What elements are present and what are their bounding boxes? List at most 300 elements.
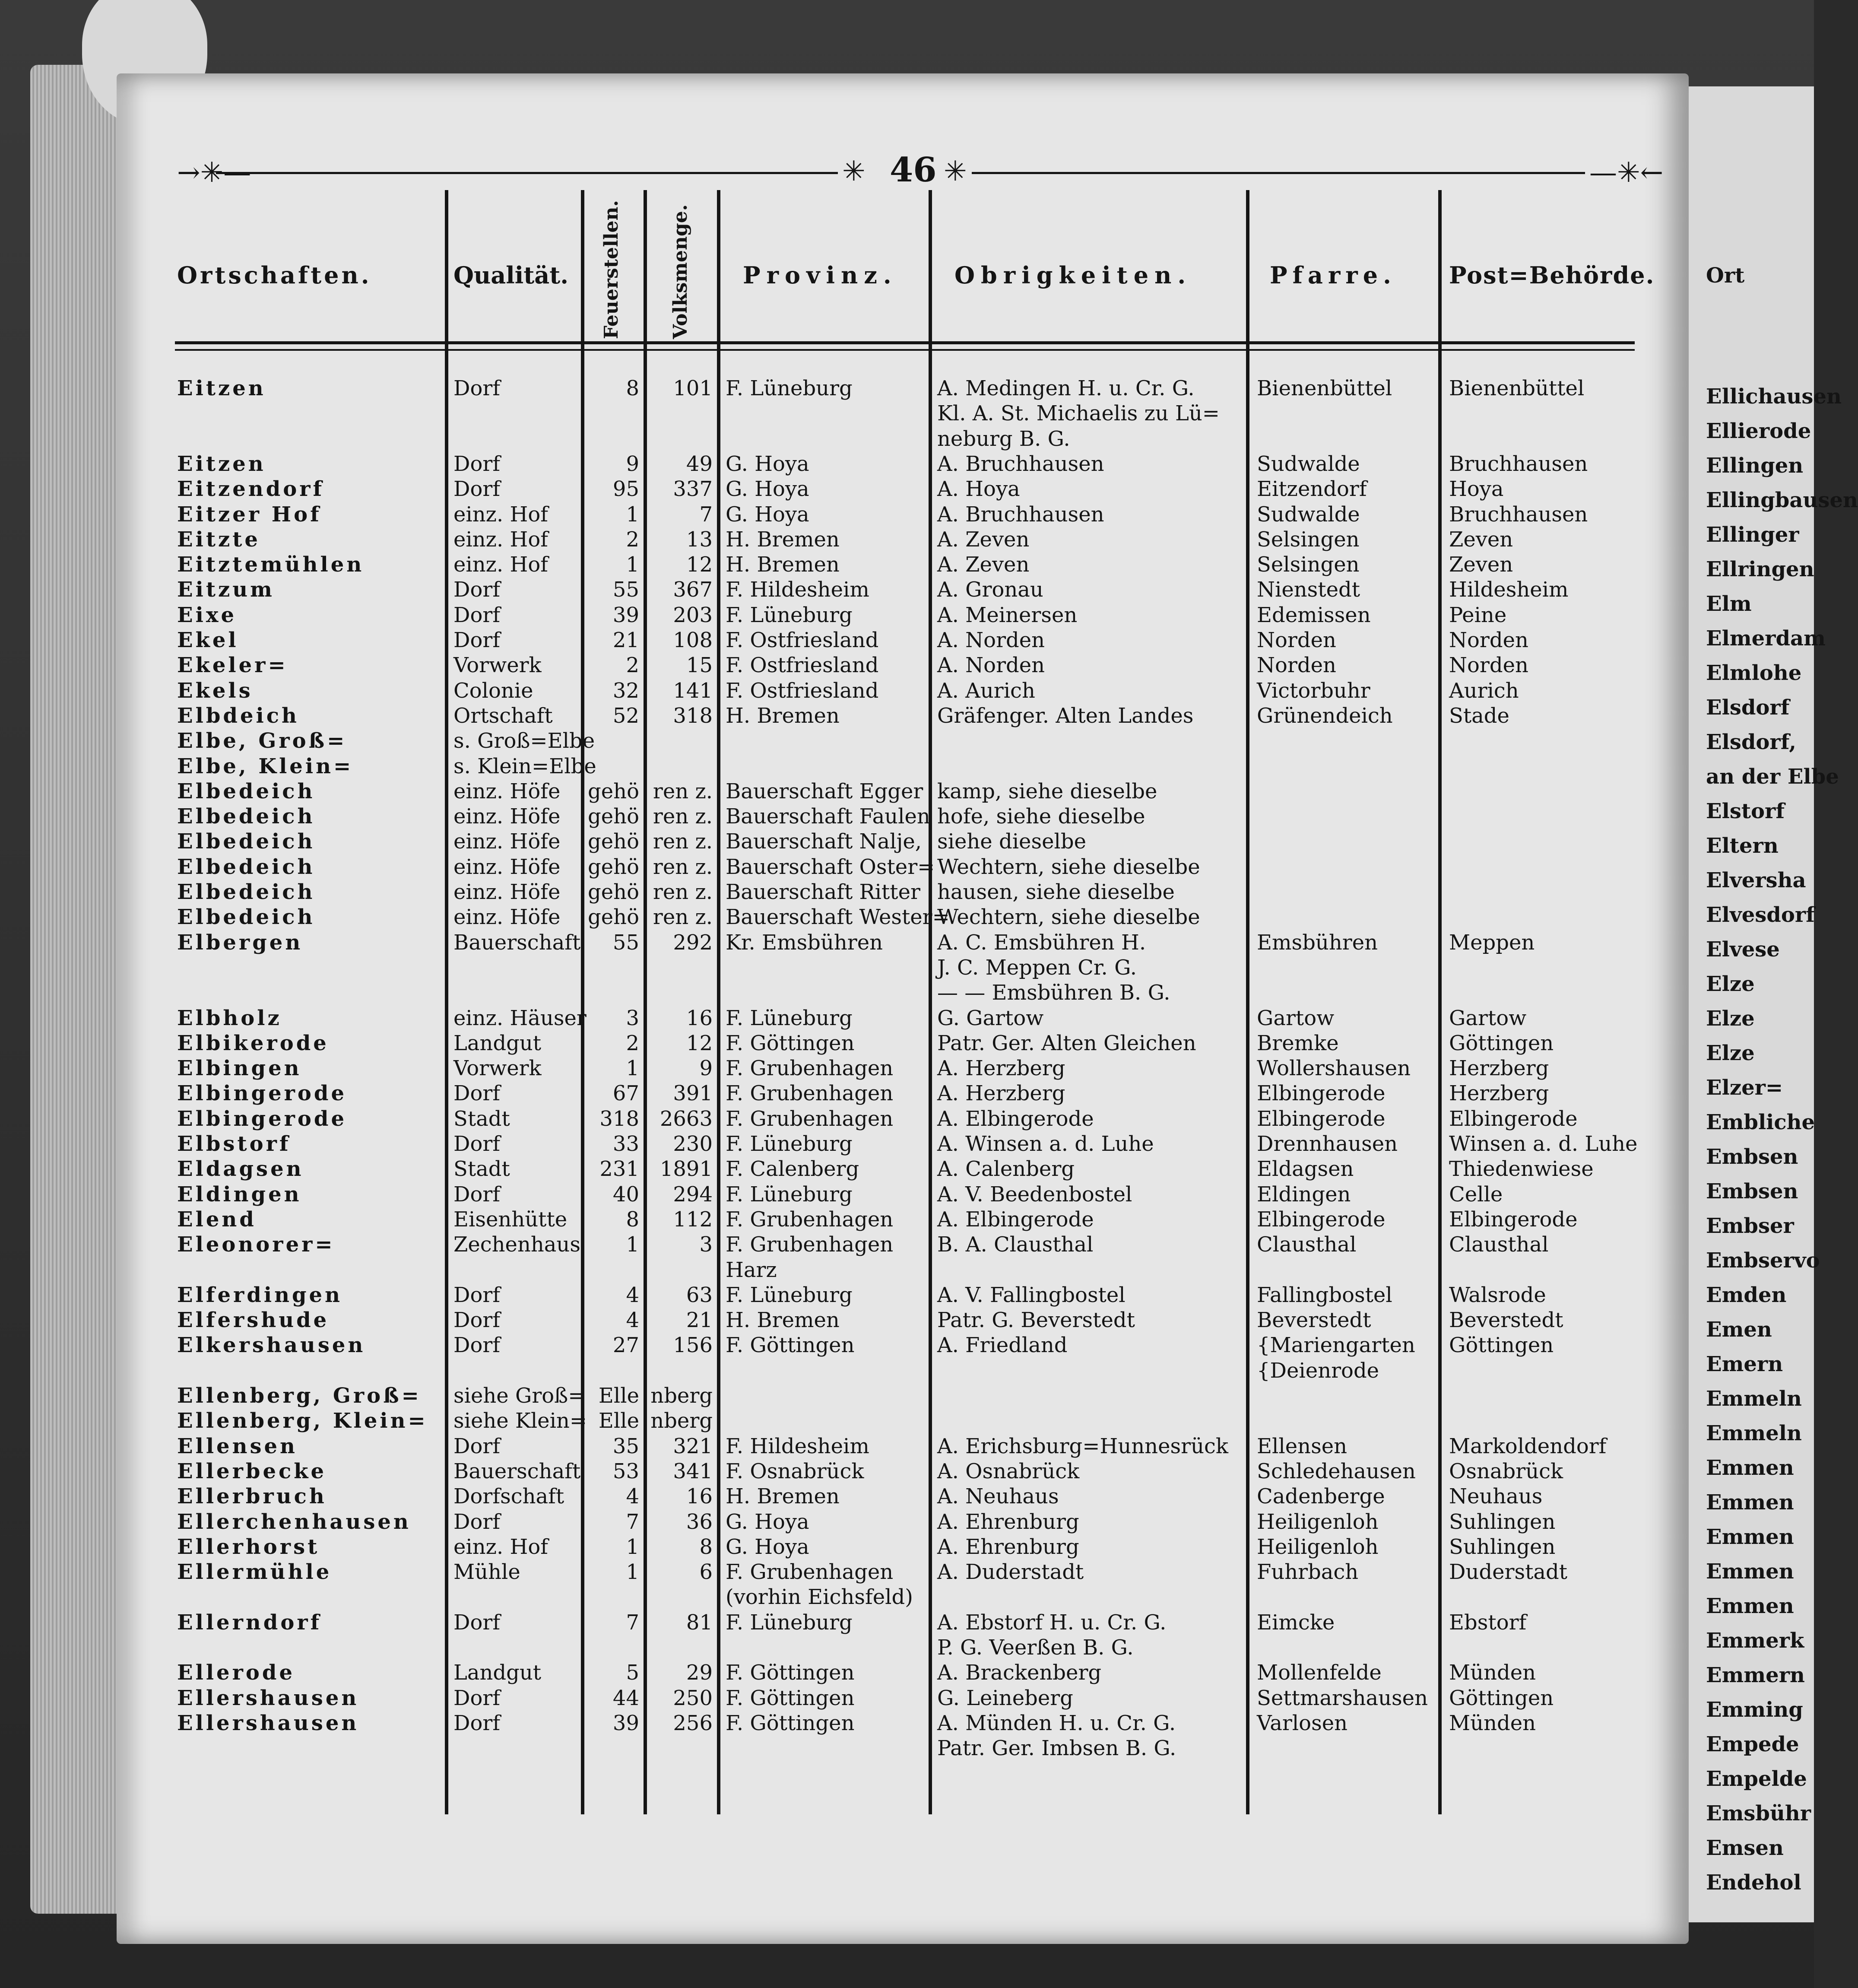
adjacent-page-entry: Empede	[1706, 1732, 1799, 1756]
adjacent-page-entry: Ellinger	[1706, 523, 1799, 547]
entry-pfarre: Edemissen	[1257, 603, 1371, 627]
entry-name: Ellerbecke	[177, 1459, 327, 1483]
header-rule-left	[216, 172, 838, 174]
entry-provinz: F. Göttingen	[726, 1031, 855, 1055]
header-provinz: Provinz.	[743, 261, 897, 289]
entry-name: Eitzte	[177, 527, 260, 552]
entry-provinz: F. Lüneburg	[726, 376, 853, 400]
entry-pfarre: Heiligenloh	[1257, 1509, 1379, 1534]
entry-post: Zeven	[1449, 527, 1513, 552]
table-row	[0, 1559, 1814, 1585]
entry-pfarre: Grünendeich	[1257, 703, 1393, 728]
entry-qualitaet: Dorf	[453, 1283, 501, 1307]
entry-provinz: F. Grubenhagen	[726, 1232, 894, 1257]
entry-provinz: G. Hoya	[726, 451, 809, 476]
adjacent-page-entry: Elze	[1706, 1041, 1755, 1065]
entry-feuerstellen: gehö	[588, 804, 639, 829]
entry-name: Elbedeich	[177, 779, 315, 803]
adjacent-page-entry: Elze	[1706, 972, 1755, 996]
table-row	[0, 527, 1814, 553]
adjacent-page-entry: Emmen	[1706, 1456, 1794, 1480]
adjacent-page-entry: Emmen	[1706, 1594, 1794, 1618]
entry-qualitaet: Dorf	[453, 603, 501, 627]
entry-obrigkeiten: A. Zeven	[937, 527, 1030, 552]
entry-obrigkeiten: A. Norden	[937, 628, 1045, 652]
adjacent-page-entry: Ellingen	[1706, 454, 1804, 478]
table-row	[0, 1056, 1814, 1082]
table-row	[0, 703, 1814, 729]
entry-pfarre: {Deienrode	[1257, 1358, 1379, 1383]
entry-feuerstellen: 67	[612, 1081, 639, 1106]
entry-post: Duderstadt	[1449, 1560, 1568, 1585]
entry-provinz: G. Hoya	[726, 477, 809, 502]
entry-obrigkeiten: Wechtern, siehe dieselbe	[937, 905, 1200, 930]
entry-qualitaet: einz. Höfe	[453, 779, 561, 803]
table-row	[0, 728, 1814, 754]
table-row	[0, 1434, 1814, 1460]
entry-pfarre: Cadenberge	[1257, 1484, 1385, 1509]
table-row	[0, 502, 1814, 528]
entry-name: Eitzum	[177, 578, 275, 602]
entry-volksmenge: ren z.	[653, 829, 713, 854]
entry-name: Eitzen	[177, 376, 266, 400]
entry-obrigkeiten: A. Herzberg	[937, 1081, 1065, 1106]
ornament-center-left: ✳	[842, 156, 866, 187]
entry-feuerstellen: 9	[626, 451, 639, 476]
entry-name: Elferdingen	[177, 1283, 342, 1307]
entry-provinz: H. Bremen	[726, 1308, 840, 1333]
header-double-rule-top	[175, 341, 1635, 344]
entry-feuerstellen: 21	[612, 628, 639, 652]
entry-name: Elbingen	[177, 1056, 302, 1081]
entry-pfarre: Elbingerode	[1257, 1081, 1386, 1106]
entry-qualitaet: Dorf	[453, 1333, 501, 1358]
entry-feuerstellen: Elle	[598, 1409, 639, 1433]
entry-obrigkeiten: G. Leineberg	[937, 1686, 1073, 1710]
entry-name: Ellerchenhausen	[177, 1509, 411, 1534]
table-row	[0, 577, 1814, 603]
table-row	[0, 1333, 1814, 1359]
table-row	[0, 401, 1814, 427]
adjacent-page-entry: Emming	[1706, 1698, 1803, 1722]
adjacent-page-entry: Ellingbausen	[1706, 488, 1858, 512]
entry-post: Walsrode	[1449, 1283, 1546, 1307]
entry-pfarre: Schledehausen	[1257, 1459, 1416, 1483]
entry-volksmenge: 230	[673, 1132, 713, 1156]
entry-feuerstellen: gehö	[588, 829, 639, 854]
entry-provinz: F. Lüneburg	[726, 1132, 853, 1156]
entry-feuerstellen: 2	[626, 653, 639, 678]
entry-name: Elbe, Groß=	[177, 729, 347, 753]
table-row	[0, 829, 1814, 855]
entry-pfarre: Emsbühren	[1257, 930, 1378, 955]
table-row	[0, 376, 1814, 402]
entry-provinz: Bauerschaft Wester=	[726, 905, 950, 930]
entry-provinz: F. Ostfriesland	[726, 628, 879, 652]
entry-name: Ekeler=	[177, 653, 288, 678]
adjacent-page-entry: Embservo	[1706, 1248, 1820, 1273]
entry-post: Stade	[1449, 703, 1509, 728]
entry-feuerstellen: 4	[626, 1283, 639, 1307]
entry-obrigkeiten: hofe, siehe dieselbe	[937, 804, 1145, 829]
adjacent-page-entry: an der Elbe	[1706, 765, 1839, 789]
entry-name: Ellerbruch	[177, 1484, 327, 1509]
adjacent-page-entry: Ellringen	[1706, 557, 1814, 581]
entry-post: Suhlingen	[1449, 1509, 1556, 1534]
entry-post: Hildesheim	[1449, 578, 1569, 602]
entry-post: Neuhaus	[1449, 1484, 1543, 1509]
entry-volksmenge: 2663	[659, 1106, 713, 1131]
entry-feuerstellen: 1	[626, 1534, 639, 1559]
entry-qualitaet: Dorf	[453, 1509, 501, 1534]
entry-pfarre: Elbingerode	[1257, 1106, 1386, 1131]
entry-provinz: Bauerschaft Egger	[726, 779, 923, 803]
entry-name: Elbe, Klein=	[177, 754, 354, 778]
entry-provinz: F. Grubenhagen	[726, 1081, 894, 1106]
table-row	[0, 1459, 1814, 1485]
entry-pfarre: Bremke	[1257, 1031, 1339, 1055]
table-row	[0, 1534, 1814, 1560]
entry-obrigkeiten: siehe dieselbe	[937, 829, 1086, 854]
entry-post: Norden	[1449, 628, 1528, 652]
adjacent-page-entry: Elzer=	[1706, 1076, 1783, 1100]
entry-provinz: F. Göttingen	[726, 1661, 855, 1685]
entry-provinz: F. Hildesheim	[726, 1434, 869, 1458]
entry-obrigkeiten: A. Neuhaus	[937, 1484, 1059, 1509]
adjacent-page-entry: Emmen	[1706, 1525, 1794, 1549]
adjacent-page-entry: Emmeln	[1706, 1421, 1802, 1445]
entry-provinz: F. Grubenhagen	[726, 1056, 894, 1081]
entry-pfarre: Selsingen	[1257, 527, 1360, 552]
entry-name: Ellenberg, Klein=	[177, 1409, 428, 1433]
entry-volksmenge: 294	[673, 1182, 713, 1207]
entry-obrigkeiten: Gräfenger. Alten Landes	[937, 703, 1194, 728]
header-qualitaet: Qualität.	[453, 261, 568, 289]
entry-qualitaet: Stadt	[453, 1157, 510, 1181]
entry-volksmenge: 36	[686, 1509, 713, 1534]
table-row	[0, 451, 1814, 477]
entry-qualitaet: Dorf	[453, 1686, 501, 1710]
entry-provinz: G. Hoya	[726, 1509, 809, 1534]
entry-feuerstellen: 52	[612, 703, 639, 728]
adjacent-page-entry: Elmlohe	[1706, 661, 1802, 685]
table-row	[0, 1686, 1814, 1712]
entry-qualitaet: einz. Hof	[453, 553, 548, 577]
entry-provinz: H. Bremen	[726, 1484, 840, 1509]
entry-feuerstellen: 55	[612, 930, 639, 955]
entry-post: Göttingen	[1449, 1686, 1554, 1710]
entry-feuerstellen: 39	[612, 1711, 639, 1735]
entry-provinz: F. Grubenhagen	[726, 1106, 894, 1131]
table-row	[0, 1408, 1814, 1434]
table-row	[0, 980, 1814, 1006]
adjacent-page-entry: Emmeln	[1706, 1387, 1802, 1411]
entry-feuerstellen: 55	[612, 578, 639, 602]
entry-qualitaet: Dorf	[453, 451, 501, 476]
entry-name: Elend	[177, 1207, 257, 1232]
entry-qualitaet: Vorwerk	[453, 653, 542, 678]
entry-post: Göttingen	[1449, 1031, 1554, 1055]
entry-volksmenge: 13	[686, 527, 713, 552]
entry-qualitaet: einz. Höfe	[453, 829, 561, 854]
entry-feuerstellen: 2	[626, 1031, 639, 1055]
entry-feuerstellen: gehö	[588, 854, 639, 879]
entry-name: Ekel	[177, 628, 239, 652]
entry-provinz: F. Ostfriesland	[726, 678, 879, 703]
table-row	[0, 1585, 1814, 1610]
entry-pfarre: Eldagsen	[1257, 1157, 1354, 1181]
entry-post: Markoldendorf	[1449, 1434, 1607, 1458]
entry-post: Thiedenwiese	[1449, 1157, 1594, 1181]
entry-qualitaet: Dorf	[453, 1434, 501, 1458]
entry-pfarre: Wollershausen	[1257, 1056, 1411, 1081]
entry-qualitaet: Mühle	[453, 1560, 520, 1585]
entry-post: Bienenbüttel	[1449, 376, 1585, 400]
entry-name: Elbergen	[177, 930, 303, 955]
entry-obrigkeiten: A. Münden H. u. Cr. G.	[937, 1711, 1176, 1735]
entry-feuerstellen: gehö	[588, 880, 639, 904]
entry-name: Ellerode	[177, 1661, 295, 1685]
entry-volksmenge: 292	[673, 930, 713, 955]
entry-qualitaet: Landgut	[453, 1661, 542, 1685]
adjacent-page-entry: Elm	[1706, 592, 1752, 616]
entry-obrigkeiten: A. Ebstorf H. u. Cr. G.	[937, 1610, 1167, 1635]
entry-qualitaet: einz. Höfe	[453, 880, 561, 904]
entry-volksmenge: 112	[673, 1207, 713, 1232]
entry-volksmenge: nberg	[650, 1384, 713, 1408]
entry-obrigkeiten: kamp, siehe dieselbe	[937, 779, 1157, 803]
entry-post: Herzberg	[1449, 1056, 1549, 1081]
entry-provinz: (vorhin Eichsfeld)	[726, 1585, 913, 1610]
entry-name: Elbholz	[177, 1006, 282, 1030]
entry-provinz: G. Hoya	[726, 502, 809, 527]
entry-qualitaet: Dorf	[453, 1308, 501, 1333]
entry-volksmenge: 6	[699, 1560, 713, 1585]
entry-name: Elbedeich	[177, 804, 315, 829]
entry-volksmenge: 49	[686, 451, 713, 476]
entry-post: Suhlingen	[1449, 1534, 1556, 1559]
adjacent-page-entry: Embsen	[1706, 1179, 1798, 1204]
entry-provinz: F. Lüneburg	[726, 1006, 853, 1030]
table-row	[0, 678, 1814, 704]
entry-volksmenge: ren z.	[653, 905, 713, 930]
entry-name: Elbikerode	[177, 1031, 329, 1055]
entry-name: Elbedeich	[177, 829, 315, 854]
entry-post: Elbingerode	[1449, 1106, 1578, 1131]
entry-post: Celle	[1449, 1182, 1503, 1207]
entry-post: Osnabrück	[1449, 1459, 1563, 1483]
entry-qualitaet: einz. Hof	[453, 502, 548, 527]
adjacent-page-entry: Emsen	[1706, 1836, 1784, 1860]
entry-provinz: F. Göttingen	[726, 1333, 855, 1358]
entry-qualitaet: einz. Höfe	[453, 905, 561, 930]
table-row	[0, 1635, 1814, 1661]
entry-feuerstellen: 5	[626, 1661, 639, 1685]
entry-provinz: F. Grubenhagen	[726, 1207, 894, 1232]
ornament-left: →✳—	[177, 157, 251, 189]
header-post: Post=Behörde.	[1449, 261, 1655, 289]
adjacent-page-entry: Empelde	[1706, 1767, 1807, 1791]
entry-volksmenge: nberg	[650, 1409, 713, 1433]
adjacent-page-entry: Emern	[1706, 1352, 1783, 1376]
entry-feuerstellen: 4	[626, 1308, 639, 1333]
entry-qualitaet: Bauerschaft	[453, 930, 581, 955]
header-volksmenge: Volksmenge.	[669, 204, 691, 339]
entry-volksmenge: 318	[673, 703, 713, 728]
entry-provinz: F. Ostfriesland	[726, 653, 879, 678]
entry-feuerstellen: gehö	[588, 779, 639, 803]
entry-qualitaet: einz. Häuser	[453, 1006, 587, 1030]
table-row	[0, 603, 1814, 629]
adjacent-page-entry: Endehol	[1706, 1870, 1801, 1895]
entry-name: Eitzer Hof	[177, 502, 322, 527]
entry-provinz: F. Lüneburg	[726, 603, 853, 627]
table-row	[0, 1207, 1814, 1233]
adjacent-page-entry: Emmerk	[1706, 1629, 1804, 1653]
entry-provinz: F. Grubenhagen	[726, 1560, 894, 1585]
entry-name: Elbingerode	[177, 1106, 347, 1131]
entry-post: Münden	[1449, 1661, 1536, 1685]
entry-volksmenge: 63	[686, 1283, 713, 1307]
entry-pfarre: Selsingen	[1257, 553, 1360, 577]
entry-provinz: Harz	[726, 1258, 777, 1282]
entry-qualitaet: Dorf	[453, 1182, 501, 1207]
table-row	[0, 1383, 1814, 1409]
entry-obrigkeiten: P. G. Veerßen B. G.	[937, 1635, 1134, 1660]
entry-obrigkeiten: A. Winsen a. d. Luhe	[937, 1132, 1154, 1156]
entry-obrigkeiten: A. Erichsburg=Hunnesrück	[937, 1434, 1228, 1458]
table-row	[0, 426, 1814, 452]
header-ortschaften: Ortschaften.	[177, 261, 372, 289]
entry-feuerstellen: 32	[612, 678, 639, 703]
entry-qualitaet: einz. Höfe	[453, 804, 561, 829]
entry-obrigkeiten: — — Emsbühren B. G.	[937, 981, 1170, 1005]
table-row	[0, 955, 1814, 981]
entry-pfarre: Clausthal	[1257, 1232, 1357, 1257]
entry-obrigkeiten: A. C. Emsbühren H.	[937, 930, 1146, 955]
entry-obrigkeiten: A. Hoya	[937, 477, 1020, 502]
entry-feuerstellen: 8	[626, 376, 639, 400]
entry-qualitaet: Colonie	[453, 678, 533, 703]
entry-volksmenge: 16	[686, 1006, 713, 1030]
entry-obrigkeiten: A. Elbingerode	[937, 1106, 1094, 1131]
entry-qualitaet: Landgut	[453, 1031, 542, 1055]
entry-post: Münden	[1449, 1711, 1536, 1735]
entry-feuerstellen: Elle	[598, 1384, 639, 1408]
entry-provinz: F. Osnabrück	[726, 1459, 864, 1483]
header-rule-right	[972, 172, 1585, 174]
adjacent-page-entry: Elversha	[1706, 868, 1806, 892]
entry-feuerstellen: 7	[626, 1509, 639, 1534]
entry-post: Gartow	[1449, 1006, 1527, 1030]
entry-qualitaet: Stadt	[453, 1106, 510, 1131]
table-row	[0, 1610, 1814, 1636]
table-row	[0, 1232, 1814, 1258]
table-row	[0, 653, 1814, 679]
entry-pfarre: Mollenfelde	[1257, 1661, 1382, 1685]
table-row	[0, 779, 1814, 805]
entry-pfarre: Eimcke	[1257, 1610, 1335, 1635]
entry-feuerstellen: 33	[612, 1132, 639, 1156]
adjacent-page-entry: Ellichausen	[1706, 384, 1842, 409]
entry-name: Eldagsen	[177, 1157, 304, 1181]
entry-feuerstellen: 4	[626, 1484, 639, 1509]
entry-obrigkeiten: A. Bruchhausen	[937, 502, 1104, 527]
entry-name: Eitztemühlen	[177, 553, 365, 577]
table-row	[0, 1660, 1814, 1686]
header-feuerstellen: Feuerstellen.	[600, 200, 622, 339]
entry-volksmenge: 9	[699, 1056, 713, 1081]
entry-provinz: Kr. Emsbühren	[726, 930, 883, 955]
adjacent-page-entry: Emmern	[1706, 1663, 1805, 1687]
entry-pfarre: Ellensen	[1257, 1434, 1348, 1458]
entry-volksmenge: 21	[686, 1308, 713, 1333]
entry-qualitaet: Dorf	[453, 376, 501, 400]
table-row	[0, 1081, 1814, 1107]
adjacent-page-entry: Emmen	[1706, 1559, 1794, 1584]
entry-volksmenge: 337	[673, 477, 713, 502]
entry-post: Bruchhausen	[1449, 502, 1588, 527]
entry-post: Zeven	[1449, 553, 1513, 577]
entry-obrigkeiten: hausen, siehe dieselbe	[937, 880, 1175, 904]
entry-post: Meppen	[1449, 930, 1535, 955]
entry-volksmenge: 341	[673, 1459, 713, 1483]
entry-obrigkeiten: A. Gronau	[937, 578, 1043, 602]
entry-pfarre: Settmarshausen	[1257, 1686, 1428, 1710]
entry-volksmenge: 7	[699, 502, 713, 527]
entry-volksmenge: 321	[673, 1434, 713, 1458]
entry-qualitaet: einz. Höfe	[453, 854, 561, 879]
table-row	[0, 854, 1814, 880]
entry-qualitaet: Dorf	[453, 1132, 501, 1156]
entry-pfarre: Nienstedt	[1257, 578, 1360, 602]
adjacent-page-entry: Eltern	[1706, 834, 1779, 858]
entry-post: Aurich	[1449, 678, 1519, 703]
page-number: 46	[890, 150, 937, 190]
entry-provinz: F. Lüneburg	[726, 1283, 853, 1307]
entry-provinz: Bauerschaft Ritter	[726, 880, 920, 904]
adjacent-page-entry: Elmerdam	[1706, 626, 1826, 651]
entry-obrigkeiten: A. V. Fallingbostel	[937, 1283, 1126, 1307]
entry-provinz: Bauerschaft Nalje,	[726, 829, 922, 854]
entry-feuerstellen: 53	[612, 1459, 639, 1483]
entry-qualitaet: Zechenhaus	[453, 1232, 580, 1257]
header-pfarre: Pfarre.	[1270, 261, 1396, 289]
entry-provinz: F. Göttingen	[726, 1686, 855, 1710]
entry-pfarre: Gartow	[1257, 1006, 1335, 1030]
entry-qualitaet: s. Groß=Elbe	[453, 729, 595, 753]
table-row	[0, 1509, 1814, 1535]
table-row	[0, 804, 1814, 830]
table-row	[0, 1031, 1814, 1057]
entry-name: Eixe	[177, 603, 237, 627]
entry-feuerstellen: 3	[626, 1006, 639, 1030]
entry-post: Winsen a. d. Luhe	[1449, 1132, 1638, 1156]
entry-obrigkeiten: J. C. Meppen Cr. G.	[937, 955, 1137, 980]
entry-feuerstellen: 40	[612, 1182, 639, 1207]
entry-volksmenge: ren z.	[653, 779, 713, 803]
entry-volksmenge: 12	[686, 553, 713, 577]
entry-qualitaet: Dorf	[453, 477, 501, 502]
table-row	[0, 1308, 1814, 1334]
entry-volksmenge: 391	[673, 1081, 713, 1106]
entry-provinz: F. Lüneburg	[726, 1610, 853, 1635]
adjacent-page-entry: Elstorf	[1706, 799, 1785, 823]
entry-obrigkeiten: A. Meinersen	[937, 603, 1078, 627]
entry-qualitaet: einz. Hof	[453, 1534, 548, 1559]
entry-feuerstellen: 44	[612, 1686, 639, 1710]
entry-pfarre: Victorbuhr	[1257, 678, 1370, 703]
